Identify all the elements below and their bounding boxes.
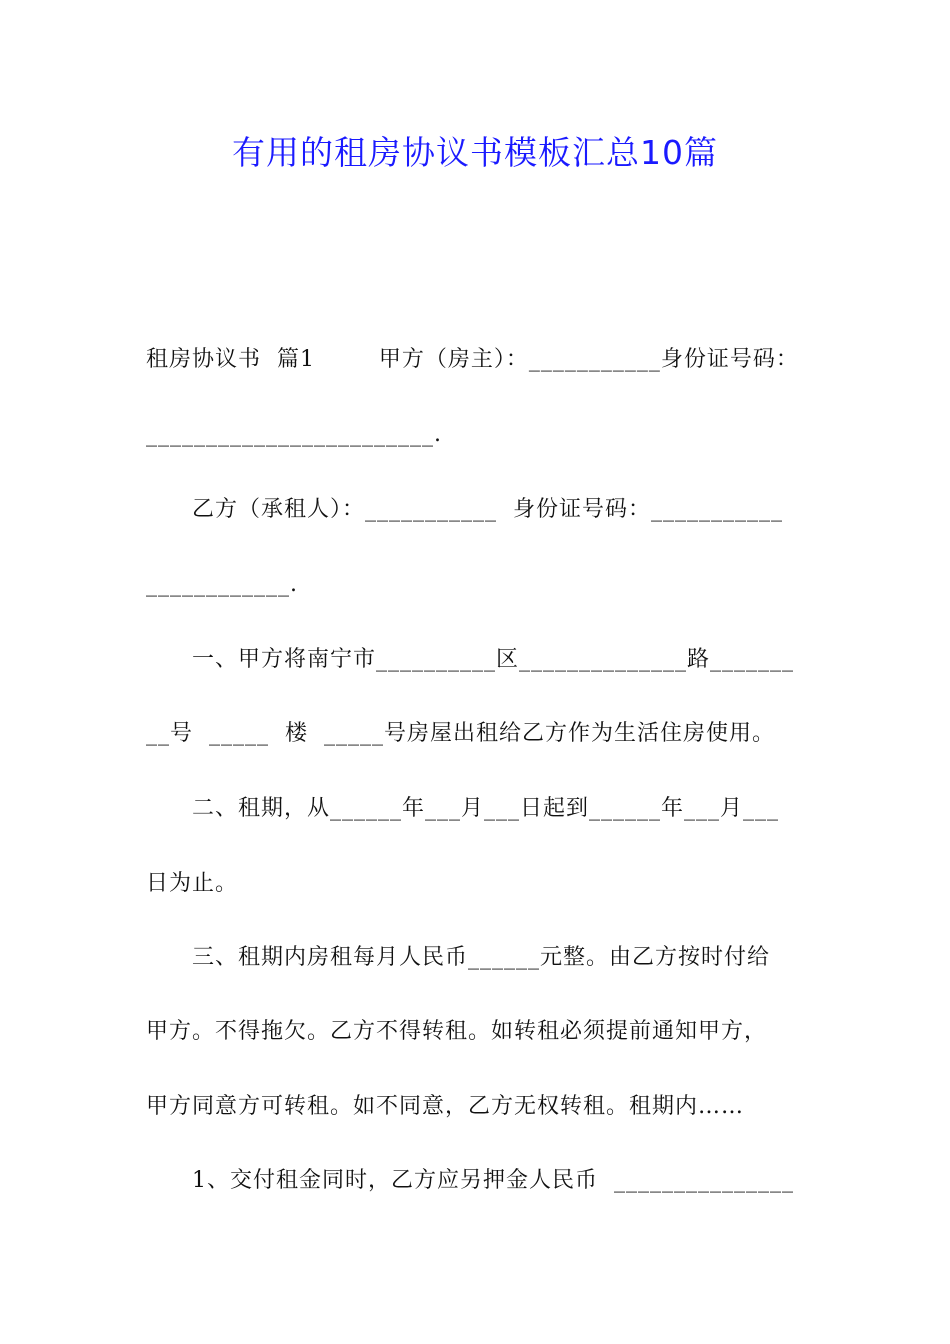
paragraph-line-4: ____________. — [146, 572, 298, 597]
paragraph-line-2: ________________________. — [146, 422, 442, 447]
paragraph-line-9: 三、租期内房租每月人民币______元整。由乙方按时付给 — [192, 945, 771, 970]
paragraph-line-6: __号 _____ 楼 _____号房屋出租给乙方作为生活住房使用。 — [146, 721, 775, 746]
paragraph-line-7: 二、租期，从______年___月___日起到______年___月___ — [192, 796, 780, 821]
document-title: 有用的租房协议书模板汇总10篇 — [232, 133, 718, 172]
paragraph-line-10: 甲方。不得拖欠。乙方不得转租。如转租必须提前通知甲方， — [146, 1019, 768, 1044]
paragraph-line-11: 甲方同意方可转租。如不同意，乙方无权转租。租期内…… — [146, 1094, 745, 1119]
paragraph-line-3: 乙方（承租人）：___________ 身份证号码：___________ — [192, 497, 783, 522]
paragraph-line-8: 日为止。 — [146, 871, 239, 896]
paragraph-line-12: 1、交付租金同时，乙方应另押金人民币 _______________ — [192, 1168, 794, 1193]
paragraph-line-1: 租房协议书 篇1 甲方（房主）：___________身份证号码： — [146, 347, 799, 372]
paragraph-line-5: 一、甲方将南宁市__________区______________路_______ — [192, 647, 795, 672]
